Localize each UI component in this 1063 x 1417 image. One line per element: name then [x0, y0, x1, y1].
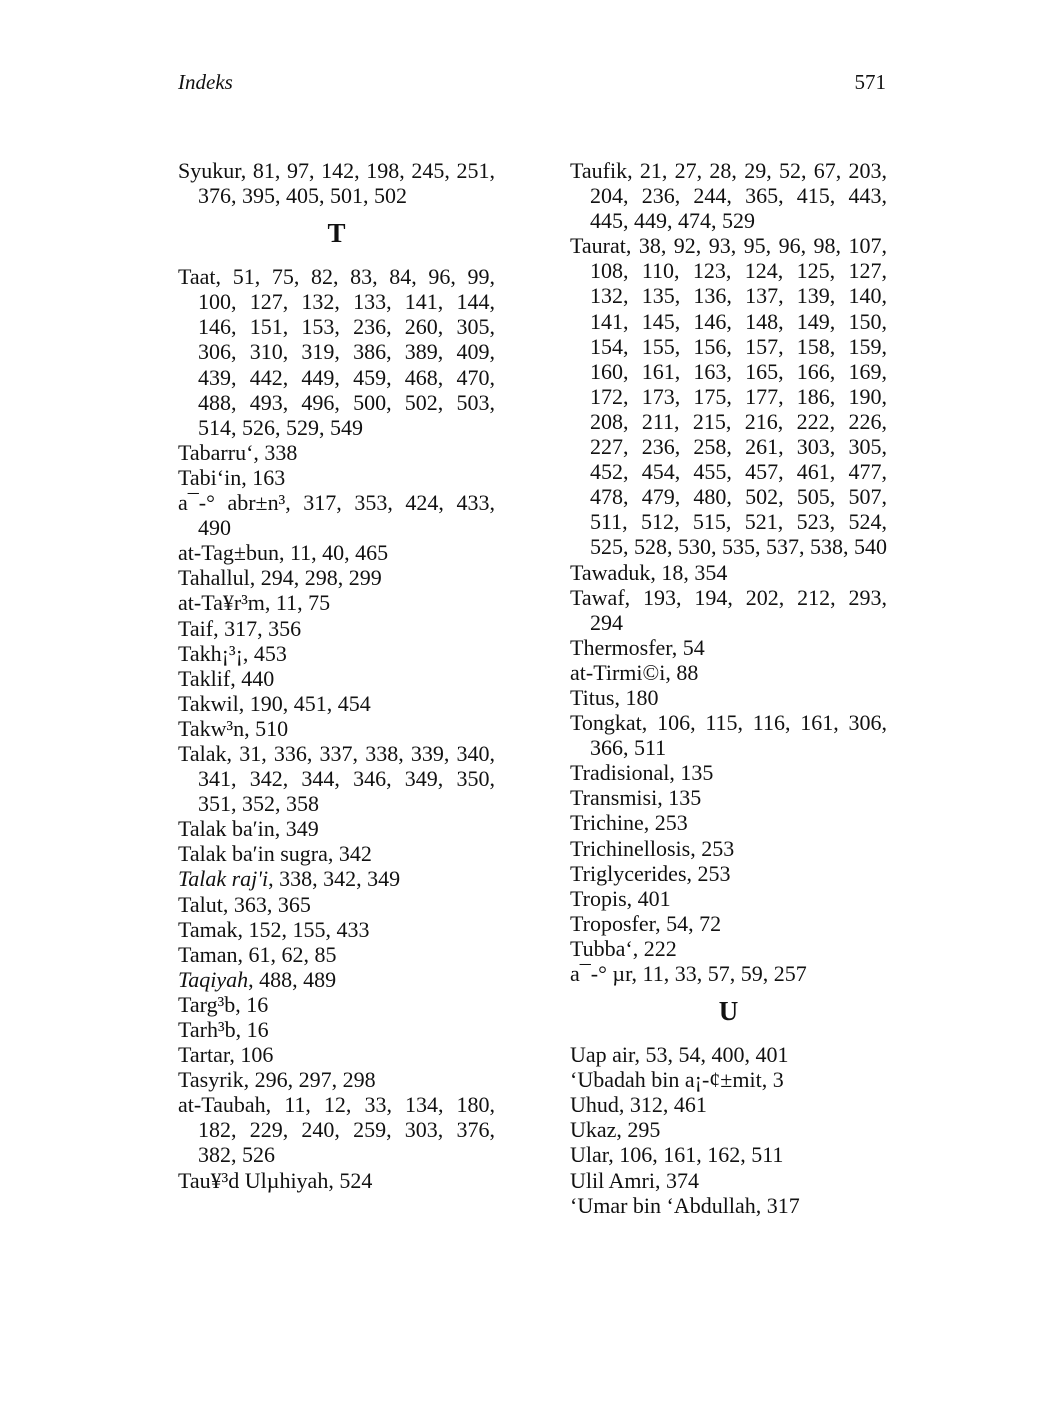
index-entry: a¯-° µr, 11, 33, 57, 59, 257 [570, 961, 807, 986]
index-entry: Takh¡³¡, 453 [178, 640, 287, 666]
index-page-refs: 11, 33, 57, 59, 257 [642, 961, 807, 986]
index-entry: Tahallul, 294, 298, 299 [178, 565, 382, 591]
index-page-refs: 54, 72 [666, 910, 722, 936]
index-entry: Tropis, 401 [570, 885, 671, 911]
index-page-refs: 54 [682, 634, 705, 660]
index-entry: Titus, 180 [570, 684, 659, 710]
index-page-refs: 16 [246, 1017, 269, 1042]
index-entry: Targ³b, 16 [178, 991, 269, 1017]
index-page-refs: 88 [676, 659, 699, 685]
index-entry: Trichinellosis, 253 [570, 835, 735, 861]
index-term: Taklif [178, 665, 231, 691]
index-term: Ukaz [570, 1117, 617, 1143]
index-entry: Tabi‘in, 163 [178, 464, 286, 490]
index-entry: Taif, 317, 356 [178, 615, 302, 641]
index-page-refs: 81, 97, 142, 198, 245, 251, 376, 395, 405, 501, 502 [198, 158, 496, 209]
index-page-refs: 296, 297, 298 [254, 1067, 376, 1093]
index-page-refs: 253 [697, 860, 731, 886]
index-entry: Taklif, 440 [178, 665, 275, 691]
running-header [178, 70, 886, 100]
index-column-right [570, 158, 887, 1218]
index-page-refs: 190, 451, 454 [249, 690, 371, 716]
section-letter: T [327, 218, 346, 249]
index-term: Uap air [570, 1042, 635, 1068]
index-entry: Taat, 51, 75, 82, 83, 84, 96, 99, 100, 127, 132, 133, 141, 144, 146, 151, 153, 236, 260, 305, 306, 310, 319, 386, 389, 409, 439, 442, 449, 459, 468, 470, 488, 493, 496, 500, 502, 503, 514, 526, 529, 549 [178, 264, 496, 440]
index-entry: Takwil, 190, 451, 454 [178, 690, 371, 716]
index-entry: at-Tirmi©i, 88 [570, 659, 699, 685]
index-entry: Tongkat, 106, 115, 116, 161, 306, 366, 511 [570, 710, 888, 761]
index-term: Takwil [178, 690, 239, 716]
index-entry: Tarh³b, 16 [178, 1017, 269, 1042]
section-letter: U [718, 996, 739, 1027]
index-term: a¯-° abr±n³ [178, 490, 286, 516]
index-term: at-Taubah [178, 1092, 266, 1118]
index-page-refs: 253 [654, 810, 688, 836]
index-page-refs: 106, 161, 162, 511 [619, 1142, 784, 1168]
index-page-refs: 342 [338, 841, 372, 867]
index-term: Trichinellosis [570, 835, 691, 861]
index-page-refs: 61, 62, 85 [248, 941, 337, 967]
index-page-refs: 312, 461 [629, 1092, 707, 1118]
index-term: Thermosfer [570, 634, 672, 660]
index-page-refs: 106 [240, 1042, 274, 1068]
index-entry: Tau¥³d Ulµhiyah, 524 [178, 1167, 373, 1193]
index-entry: Taurat, 38, 92, 93, 95, 96, 98, 107, 108, 110, 123, 124, 125, 127, 132, 135, 136, 137, 139, 140, 141, 145, 146, 148, 149, 150, 154, 155, 156, 157, 158, 159, 160, 161, 163, 165, 166, 169, 172, 173, 175, 177, 186, 190, 208, 211, 215, 216, 222, 226, 227, 236, 258, 261, 303, 305, 452, 454, 455, 457, 461, 477, 478, 479, 480, 502, 505, 507, 511, 512, 515, 521, 523, 524, 525, 528, 530, 535, 537, 538, 540 [570, 233, 888, 560]
index-term: Talak raj'i [178, 866, 269, 892]
index-term: Tawaduk [570, 559, 651, 585]
index-page-refs: 163 [252, 464, 286, 490]
index-entry: Tawaf, 193, 194, 202, 212, 293, 294 [570, 584, 888, 635]
index-term: Tamak [178, 916, 238, 942]
index-entry: Tartar, 106 [178, 1042, 274, 1068]
index-page-refs: 152, 155, 433 [248, 916, 370, 942]
index-entry: Ukaz, 295 [570, 1117, 661, 1143]
index-term: Ular [570, 1142, 609, 1168]
index-entry: Uap air, 53, 54, 400, 401 [570, 1042, 789, 1068]
index-page-refs: 11, 40, 465 [289, 540, 389, 566]
index-page-refs: 363, 365 [233, 891, 311, 917]
index-entry: Talak raj'i, 338, 342, 349 [178, 866, 401, 892]
index-page-refs: 488, 489 [259, 966, 337, 992]
index-term: Tongkat [570, 710, 642, 736]
index-term: Taat [178, 264, 216, 290]
index-entry: Syukur, 81, 97, 142, 198, 245, 251, 376, 395, 405, 501, 502 [178, 158, 496, 209]
index-entry: Tabarru‘, 338 [178, 439, 298, 465]
index-page-refs: 11, 12, 33, 134, 180, 182, 229, 240, 259, 303, 376, 382, 526 [198, 1092, 496, 1168]
index-page-refs: 453 [253, 640, 287, 666]
index-entry: at-Taubah, 11, 12, 33, 134, 180, 182, 229, 240, 259, 303, 376, 382, 526 [178, 1092, 496, 1168]
index-term: Tau¥³d Ulµhiyah [178, 1167, 329, 1193]
index-term: Targ³b [178, 991, 236, 1017]
index-page-refs: 253 [701, 835, 735, 861]
index-entry: Troposfer, 54, 72 [570, 910, 722, 936]
index-entry: Tradisional, 135 [570, 760, 714, 786]
index-entry: Tawaduk, 18, 354 [570, 559, 728, 585]
index-term: at-Tirmi©i [570, 659, 666, 685]
index-term: Tubba‘ [570, 935, 633, 961]
index-entry: Talut, 363, 365 [178, 891, 311, 917]
index-page-refs: 51, 75, 82, 83, 84, 96, 99, 100, 127, 132, 133, 141, 144, 146, 151, 153, 236, 260, 305, 306, 310, 319, 386, 389, 409, 439, 442, 449, 459, 468, 470, 488, 493, 496, 500, 502, 503, 514, 526, 529, 549 [198, 264, 496, 440]
index-entry: Tubba‘, 222 [570, 935, 677, 961]
index-entry: a¯-° abr±n³, 317, 353, 424, 433, 490 [178, 490, 496, 541]
index-term: Taurat [570, 233, 626, 259]
index-page-refs: 3 [772, 1067, 784, 1093]
index-term: Takw³n [178, 715, 245, 741]
index-entry: Ular, 106, 161, 162, 511 [570, 1142, 784, 1168]
page-number: 571 [854, 70, 886, 94]
index-term: Uhud [570, 1092, 619, 1118]
index-entry: at-Ta¥r³m, 11, 75 [178, 590, 331, 616]
index-term: Tasyrik [178, 1067, 244, 1093]
index-page-refs: 21, 27, 28, 29, 52, 67, 203, 204, 236, 244, 365, 415, 443, 445, 449, 474, 529 [590, 158, 888, 234]
index-term: ‘Umar bin ‘Abdullah [570, 1192, 756, 1218]
index-page-refs: 11, 75 [275, 590, 331, 616]
index-page-refs: 53, 54, 400, 401 [645, 1042, 789, 1068]
index-term: Tabarru‘ [178, 439, 254, 465]
index-page-refs: 349 [285, 816, 319, 842]
index-term: Tradisional [570, 760, 670, 786]
index-page-refs: 401 [637, 885, 671, 911]
index-term: Syukur [178, 158, 241, 183]
index-term: Trichine [570, 810, 644, 836]
index-page-refs: 31, 336, 337, 338, 339, 340, 341, 342, 344, 346, 349, 350, 351, 352, 358 [198, 740, 496, 817]
index-term: Takh¡³¡ [178, 640, 243, 666]
index-term: Taif [178, 615, 214, 641]
index-page-refs: 295 [627, 1117, 661, 1143]
index-entry: Tamak, 152, 155, 433 [178, 916, 370, 942]
index-entry: Talak ba′in sugra, 342 [178, 841, 372, 867]
index-page-refs: 524 [339, 1167, 373, 1193]
index-entry: Taman, 61, 62, 85 [178, 941, 337, 967]
index-term: Tartar [178, 1042, 230, 1068]
index-term: Taqiyah [178, 966, 249, 992]
index-page-refs: 135 [680, 760, 714, 786]
index-page-refs: 510 [255, 715, 289, 741]
index-page-refs: 374 [665, 1167, 699, 1193]
index-term: Talak ba′in [178, 816, 275, 842]
index-term: Talak [178, 740, 227, 766]
index-page-refs: 338 [264, 439, 298, 465]
index-entry: Transmisi, 135 [570, 785, 702, 811]
index-term: Triglycerides [570, 860, 687, 886]
index-page-refs: 338, 342, 349 [279, 866, 401, 892]
index-entry: Talak ba′in, 349 [178, 816, 319, 842]
index-page-refs: 317, 356 [224, 615, 302, 641]
index-term: Troposfer [570, 910, 656, 936]
index-term: Ulil Amri [570, 1167, 655, 1193]
index-column-left [178, 158, 495, 1193]
index-page-refs: 135 [668, 785, 702, 811]
index-term: Tawaf [570, 584, 625, 610]
index-entry: Trichine, 253 [570, 810, 688, 836]
index-term: Titus [570, 684, 615, 710]
index-page-refs: 106, 115, 116, 161, 306, 366, 511 [590, 710, 888, 761]
index-page-refs: 16 [246, 991, 269, 1017]
index-term: Tarh³b [178, 1017, 236, 1042]
index-term: Tahallul [178, 565, 250, 591]
index-term: at-Tag±bun [178, 540, 279, 566]
index-page-refs: 440 [241, 665, 275, 691]
index-entry: Tasyrik, 296, 297, 298 [178, 1067, 376, 1093]
index-term: Transmisi [570, 785, 658, 811]
index-entry: ‘Umar bin ‘Abdullah, 317 [570, 1192, 800, 1218]
index-page-refs: 193, 194, 202, 212, 293, 294 [590, 584, 888, 635]
index-entry: at-Tag±bun, 11, 40, 465 [178, 540, 389, 566]
index-page-refs: 38, 92, 93, 95, 96, 98, 107, 108, 110, 123, 124, 125, 127, 132, 135, 136, 137, 139, 140, 141, 145, 146, 148, 149, 150, 154, 155, 156, 157, 158, 159, 160, 161, 163, 165, 166, 169, 172, 173, 175, 177, 186, 190, 208, 211, 215, 216, 222, 226, 227, 236, 258, 261, 303, 305, 452, 454, 455, 457, 461, 477, 478, 479, 480, 502, 505, 507, 511, 512, 515, 521, 523, 524, 525, 528, 530, 535, 537, 538, 540 [590, 233, 888, 560]
index-term: ‘Ubadah bin a¡-¢±mit [570, 1067, 762, 1093]
index-entry: Triglycerides, 253 [570, 860, 731, 886]
index-page-refs: 180 [625, 684, 659, 710]
running-title: Indeks [178, 70, 233, 94]
index-page-refs: 222 [643, 935, 677, 961]
index-term: at-Ta¥r³m [178, 590, 265, 616]
index-page-refs: 18, 354 [661, 559, 728, 585]
index-entry: Taufik, 21, 27, 28, 29, 52, 67, 203, 204, 236, 244, 365, 415, 443, 445, 449, 474, 529 [570, 158, 888, 234]
index-term: Talak ba′in sugra [178, 841, 328, 867]
index-entry: Talak, 31, 336, 337, 338, 339, 340, 341, 342, 344, 346, 349, 350, 351, 352, 358 [178, 740, 496, 817]
index-term: Tabi‘in [178, 464, 242, 490]
index-term: Taman [178, 941, 238, 967]
index-entry: Thermosfer, 54 [570, 634, 705, 660]
index-entry: ‘Ubadah bin a¡-¢±mit, 3 [570, 1067, 784, 1093]
index-page-refs: 294, 298, 299 [260, 565, 382, 591]
index-entry: Ulil Amri, 374 [570, 1167, 699, 1193]
index-page-refs: 317 [766, 1192, 800, 1218]
index-term: Tropis [570, 885, 627, 911]
index-term: a¯-° µr [570, 961, 632, 986]
index-entry: Takw³n, 510 [178, 715, 289, 741]
index-entry: Taqiyah, 488, 489 [178, 966, 337, 992]
index-page-refs: 317, 353, 424, 433, 490 [198, 490, 496, 541]
index-term: Taufik [570, 158, 628, 183]
index-term: Talut [178, 891, 223, 917]
index-entry: Uhud, 312, 461 [570, 1092, 707, 1118]
